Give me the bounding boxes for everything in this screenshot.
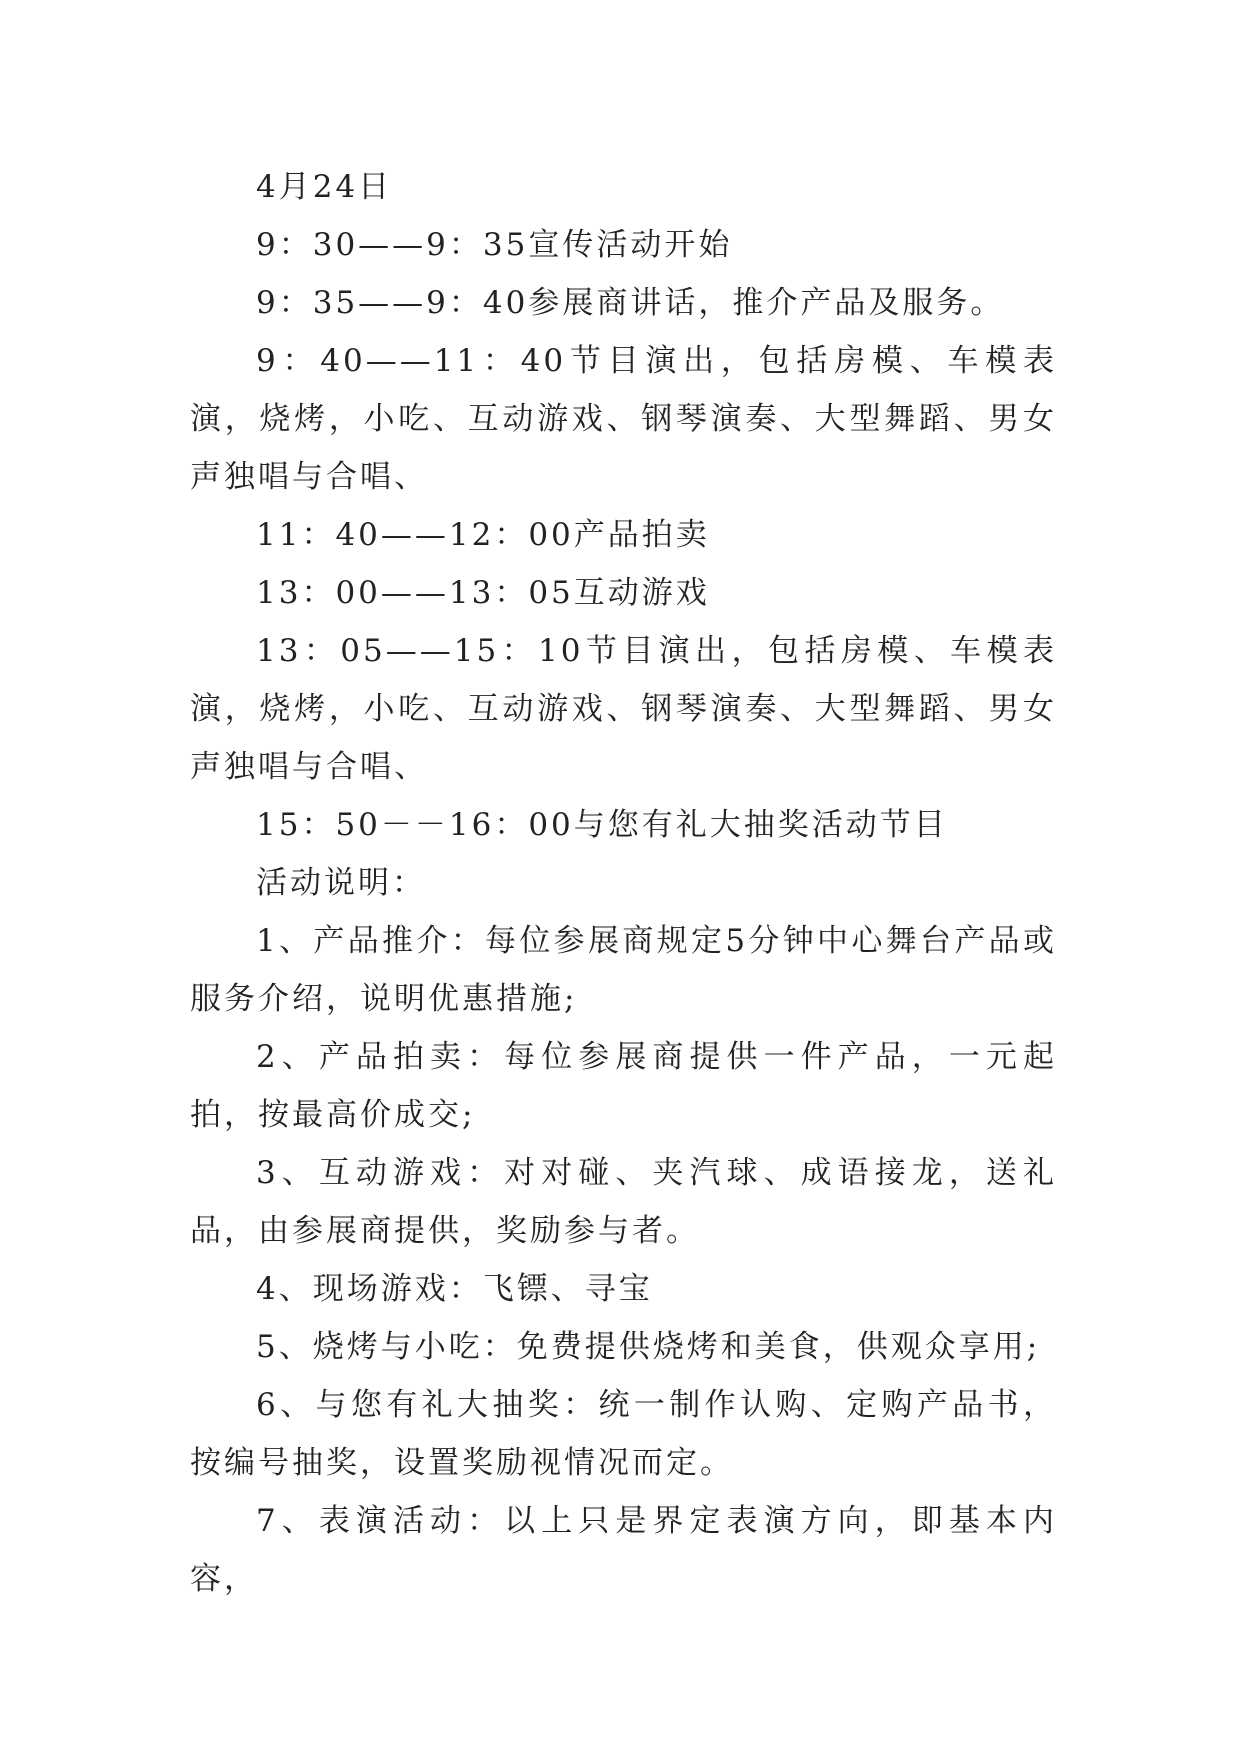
activity-item: 4、现场游戏：飞镖、寻宝 bbox=[256, 1271, 653, 1307]
activity-item: 7、表演活动：以上只是界定表演方向，即基本内容， bbox=[190, 1503, 1057, 1597]
schedule-item: 9：35——9：40参展商讲话，推介产品及服务。 bbox=[256, 285, 1005, 321]
activity-item: 3、互动游戏：对对碰、夹汽球、成语接龙，送礼品，由参展商提供，奖励参与者。 bbox=[190, 1155, 1057, 1249]
activity-item: 1、产品推介：每位参展商规定5分钟中心舞台产品或服务介绍，说明优惠措施; bbox=[190, 923, 1057, 1017]
schedule-item: 9：30——9：35宣传活动开始 bbox=[256, 227, 733, 263]
activity-item: 6、与您有礼大抽奖：统一制作认购、定购产品书，按编号抽奖，设置奖励视情况而定。 bbox=[190, 1387, 1057, 1481]
schedule-item: 9：40——11：40节目演出，包括房模、车模表演，烧烤，小吃、互动游戏、钢琴演奏、大型舞蹈、男女声独唱与合唱、 bbox=[190, 343, 1057, 495]
section-heading: 活动说明： bbox=[256, 865, 426, 901]
schedule-item: 13：05——15：10节目演出，包括房模、车模表演，烧烤，小吃、互动游戏、钢琴演奏、大型舞蹈、男女声独唱与合唱、 bbox=[190, 633, 1057, 785]
document-body bbox=[190, 158, 1057, 1608]
activity-item: 2、产品拍卖：每位参展商提供一件产品，一元起拍，按最高价成交; bbox=[190, 1039, 1057, 1133]
schedule-item: 15：50－－16：00与您有礼大抽奖活动节目 bbox=[256, 807, 948, 843]
activity-item: 5、烧烤与小吃：免费提供烧烤和美食，供观众享用; bbox=[256, 1329, 1041, 1365]
schedule-item: 11：40——12：00产品拍卖 bbox=[256, 517, 710, 553]
schedule-item: 13：00——13：05互动游戏 bbox=[256, 575, 710, 611]
date-heading: 4月24日 bbox=[256, 169, 393, 205]
